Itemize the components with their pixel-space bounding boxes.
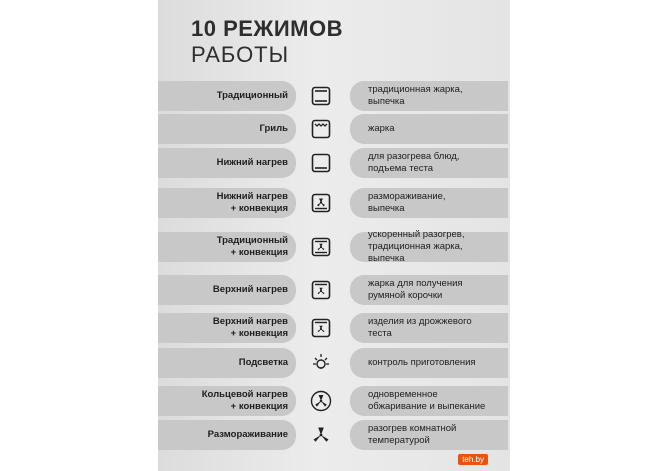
mode-pill: [158, 188, 296, 218]
bottom-heat-fan-icon: [310, 192, 332, 214]
mode-row: [158, 311, 510, 345]
mode-description: размораживание, выпечка: [368, 191, 446, 214]
mode-description: жарка для получения румяной корочки: [368, 278, 463, 301]
grill-icon: [310, 118, 332, 140]
mode-pill: [158, 313, 296, 343]
mode-name: Гриль: [259, 123, 288, 134]
mode-description: изделия из дрожжевого теста: [368, 316, 472, 339]
description-pill: [350, 386, 508, 416]
description-pill: [350, 81, 508, 111]
mode-row: [158, 384, 510, 418]
mode-name: Верхний нагрев: [212, 284, 288, 295]
mode-row: [158, 146, 510, 180]
mode-name: Нижний нагрев + конвекция: [216, 191, 288, 214]
description-pill: [350, 148, 508, 178]
mode-description: традиционная жарка, выпечка: [368, 84, 463, 107]
mode-description: для разогрева блюд, подъема теста: [368, 151, 460, 174]
mode-name: Нижний нагрев: [216, 157, 288, 168]
mode-description: одновременное обжаривание и выпекание: [368, 389, 486, 412]
mode-pill: [158, 232, 296, 262]
mode-row: [158, 418, 510, 452]
description-pill: [350, 313, 508, 343]
mode-row: [158, 346, 510, 380]
mode-row: [158, 79, 510, 113]
mode-row: [158, 273, 510, 307]
mode-description: ускоренный разогрев, традиционная жарка, выпечка: [368, 229, 465, 264]
lamp-icon: [310, 352, 332, 374]
description-pill: [350, 114, 508, 144]
watermark: teh.by: [458, 454, 488, 465]
top-bottom-heat-icon: [310, 85, 332, 107]
description-pill: [350, 348, 508, 378]
ring-heat-fan-icon: [310, 390, 332, 412]
mode-pill: [158, 81, 296, 111]
mode-row: [158, 230, 510, 264]
mode-description: контроль приготовления: [368, 357, 476, 368]
mode-name: Подсветка: [238, 357, 288, 368]
mode-row: [158, 186, 510, 220]
top-heat-fan-icon: [310, 279, 332, 301]
top-bottom-heat-fan-icon: [310, 236, 332, 258]
mode-pill: [158, 420, 296, 450]
defrost-fan-icon: [310, 424, 332, 446]
mode-name: Традиционный + конвекция: [216, 235, 288, 258]
description-pill: [350, 188, 508, 218]
title-line-1: 10 РЕЖИМОВ: [191, 16, 343, 41]
mode-name: Размораживание: [207, 429, 288, 440]
mode-description: разогрев комнатной температурой: [368, 423, 457, 446]
mode-pill: [158, 275, 296, 305]
mode-name: Традиционный: [216, 90, 288, 101]
mode-pill: [158, 148, 296, 178]
description-pill: [350, 275, 508, 305]
mode-pill: [158, 348, 296, 378]
top-heat-fan-convection-icon: [310, 317, 332, 339]
mode-pill: [158, 114, 296, 144]
title-line-2: РАБОТЫ: [191, 42, 290, 67]
mode-name: Кольцевой нагрев + конвекция: [201, 389, 288, 412]
mode-pill: [158, 386, 296, 416]
page-title: [191, 16, 343, 68]
mode-name: Верхний нагрев + конвекция: [212, 316, 288, 339]
mode-row: [158, 112, 510, 146]
description-pill: [350, 420, 508, 450]
bottom-heat-icon: [310, 152, 332, 174]
description-pill: [350, 229, 508, 264]
mode-description: жарка: [368, 123, 395, 134]
